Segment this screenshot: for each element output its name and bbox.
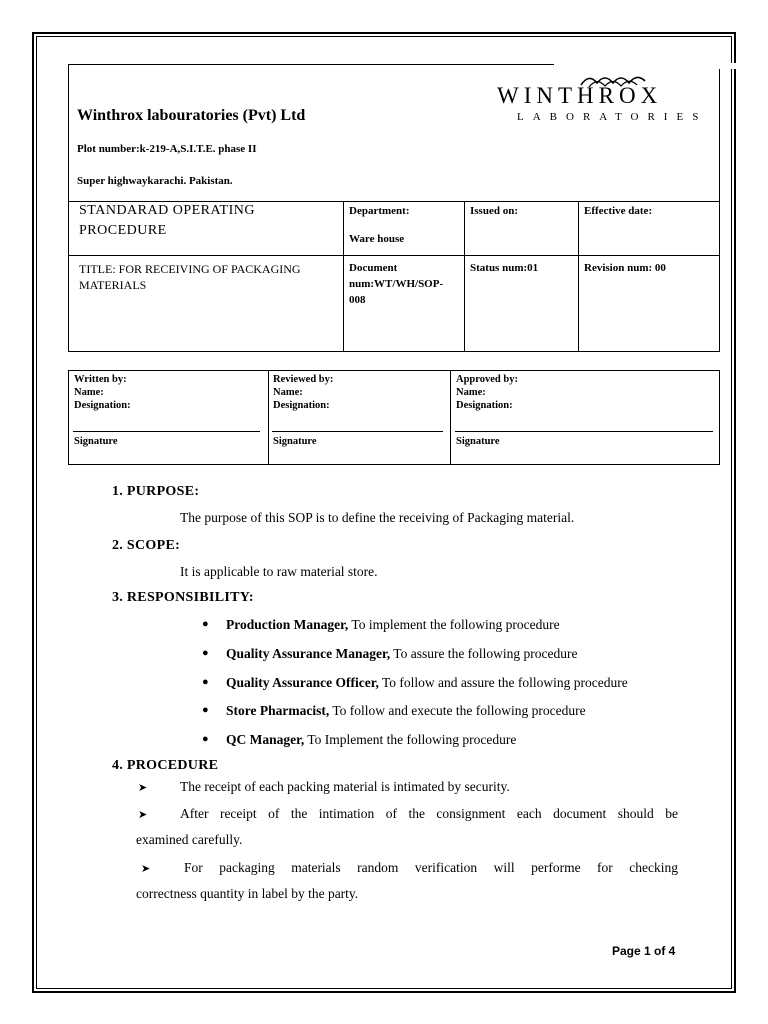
written-designation-label: Designation: <box>74 400 131 411</box>
written-signature-label: Signature <box>74 436 118 447</box>
title-line2: MATERIALS <box>79 278 147 292</box>
approved-signature-label: Signature <box>456 436 500 447</box>
role-label: QC Manager, <box>226 732 305 747</box>
bullet-icon: ● <box>202 704 209 716</box>
procedure-step-3-line1: For packaging materials random verification will performe for checking <box>184 860 678 875</box>
effective-label: Effective date: <box>584 205 653 217</box>
responsibility-heading: 3. RESPONSIBILITY: <box>112 590 254 605</box>
procedure-step-1: The receipt of each packing material is intimated by security. <box>180 779 510 794</box>
role-duty: To follow and execute the following procedure <box>329 703 586 718</box>
status-num: Status num:01 <box>470 262 539 274</box>
role-duty: To implement the following procedure <box>348 617 560 632</box>
list-item <box>202 675 628 691</box>
procedure-step-2-line1: After receipt of the intimation of the consignment each document should be <box>180 806 678 821</box>
purpose-heading: 1. PURPOSE: <box>112 484 200 499</box>
role-label: Quality Assurance Officer, <box>226 675 379 690</box>
approved-by-label: Approved by: <box>456 374 518 385</box>
doc-num-line1: Document <box>349 262 398 274</box>
purpose-text: The purpose of this SOP is to define the receiving of Packaging material. <box>180 510 575 525</box>
approved-name-label: Name: <box>456 387 486 398</box>
role-duty: To Implement the following procedure <box>304 732 517 747</box>
role-label: Store Pharmacist, <box>226 703 330 718</box>
doc-num-line2: num:WT/WH/SOP- <box>349 278 444 290</box>
reviewed-name-label: Name: <box>273 387 303 398</box>
divider <box>268 371 269 464</box>
divider <box>343 201 344 351</box>
title-line1: TITLE: FOR RECEIVING OF PACKAGING <box>79 262 301 276</box>
bullet-icon: ● <box>202 676 209 688</box>
sop-heading-line2: PROCEDURE <box>79 223 167 238</box>
revision-num: Revision num: 00 <box>584 262 666 274</box>
doc-num-line3: 008 <box>349 294 366 306</box>
role-duty: To assure the following procedure <box>390 646 578 661</box>
role-duty: To follow and assure the following procedure <box>378 675 628 690</box>
arrow-bullet-icon: ➤ <box>138 809 148 821</box>
header-table <box>68 64 720 352</box>
company-logo <box>497 69 709 127</box>
signature-line <box>455 431 713 432</box>
company-address: Super highwaykarachi. Pakistan. <box>77 175 233 187</box>
list-item <box>202 703 586 719</box>
reviewed-designation-label: Designation: <box>273 400 330 411</box>
written-name-label: Name: <box>74 387 104 398</box>
reviewed-by-label: Reviewed by: <box>273 374 334 385</box>
logo-subtitle: LABORATORIES <box>517 111 708 123</box>
company-plot: Plot number:k-219-A,S.I.T.E. phase II <box>77 143 257 155</box>
bullet-icon: ● <box>202 733 209 745</box>
divider <box>464 201 465 351</box>
signature-line <box>272 431 443 432</box>
procedure-step-3-line2: correctness quantity in label by the party. <box>136 886 359 901</box>
issued-label: Issued on: <box>470 205 518 217</box>
arrow-bullet-icon: ➤ <box>141 863 151 875</box>
role-label: Production Manager, <box>226 617 349 632</box>
reviewed-signature-label: Signature <box>273 436 317 447</box>
divider <box>578 201 579 351</box>
bullet-icon: ● <box>202 647 209 659</box>
divider <box>450 371 451 464</box>
approved-designation-label: Designation: <box>456 400 513 411</box>
company-name: Winthrox labouratories (Pvt) Ltd <box>77 107 306 124</box>
department-value: Ware house <box>349 233 405 245</box>
bullet-icon: ● <box>202 618 209 630</box>
department-label: Department: <box>349 205 410 217</box>
list-item <box>202 732 517 748</box>
written-by-label: Written by: <box>74 374 127 385</box>
sop-heading-line1: STANDARAD OPERATING <box>79 203 255 218</box>
list-item <box>202 617 560 633</box>
signature-line <box>73 431 260 432</box>
procedure-step-2-line2: examined carefully. <box>136 832 243 847</box>
procedure-heading: 4. PROCEDURE <box>112 758 219 773</box>
list-item <box>202 646 578 662</box>
scope-heading: 2. SCOPE: <box>112 538 181 553</box>
role-label: Quality Assurance Manager, <box>226 646 391 661</box>
signoff-table <box>68 370 720 465</box>
divider <box>69 255 719 256</box>
scope-text: It is applicable to raw material store. <box>180 564 378 579</box>
arrow-bullet-icon: ➤ <box>138 782 148 794</box>
logo-wordmark: WINTHROX <box>497 83 663 108</box>
page-number: Page 1 of 4 <box>612 944 676 958</box>
